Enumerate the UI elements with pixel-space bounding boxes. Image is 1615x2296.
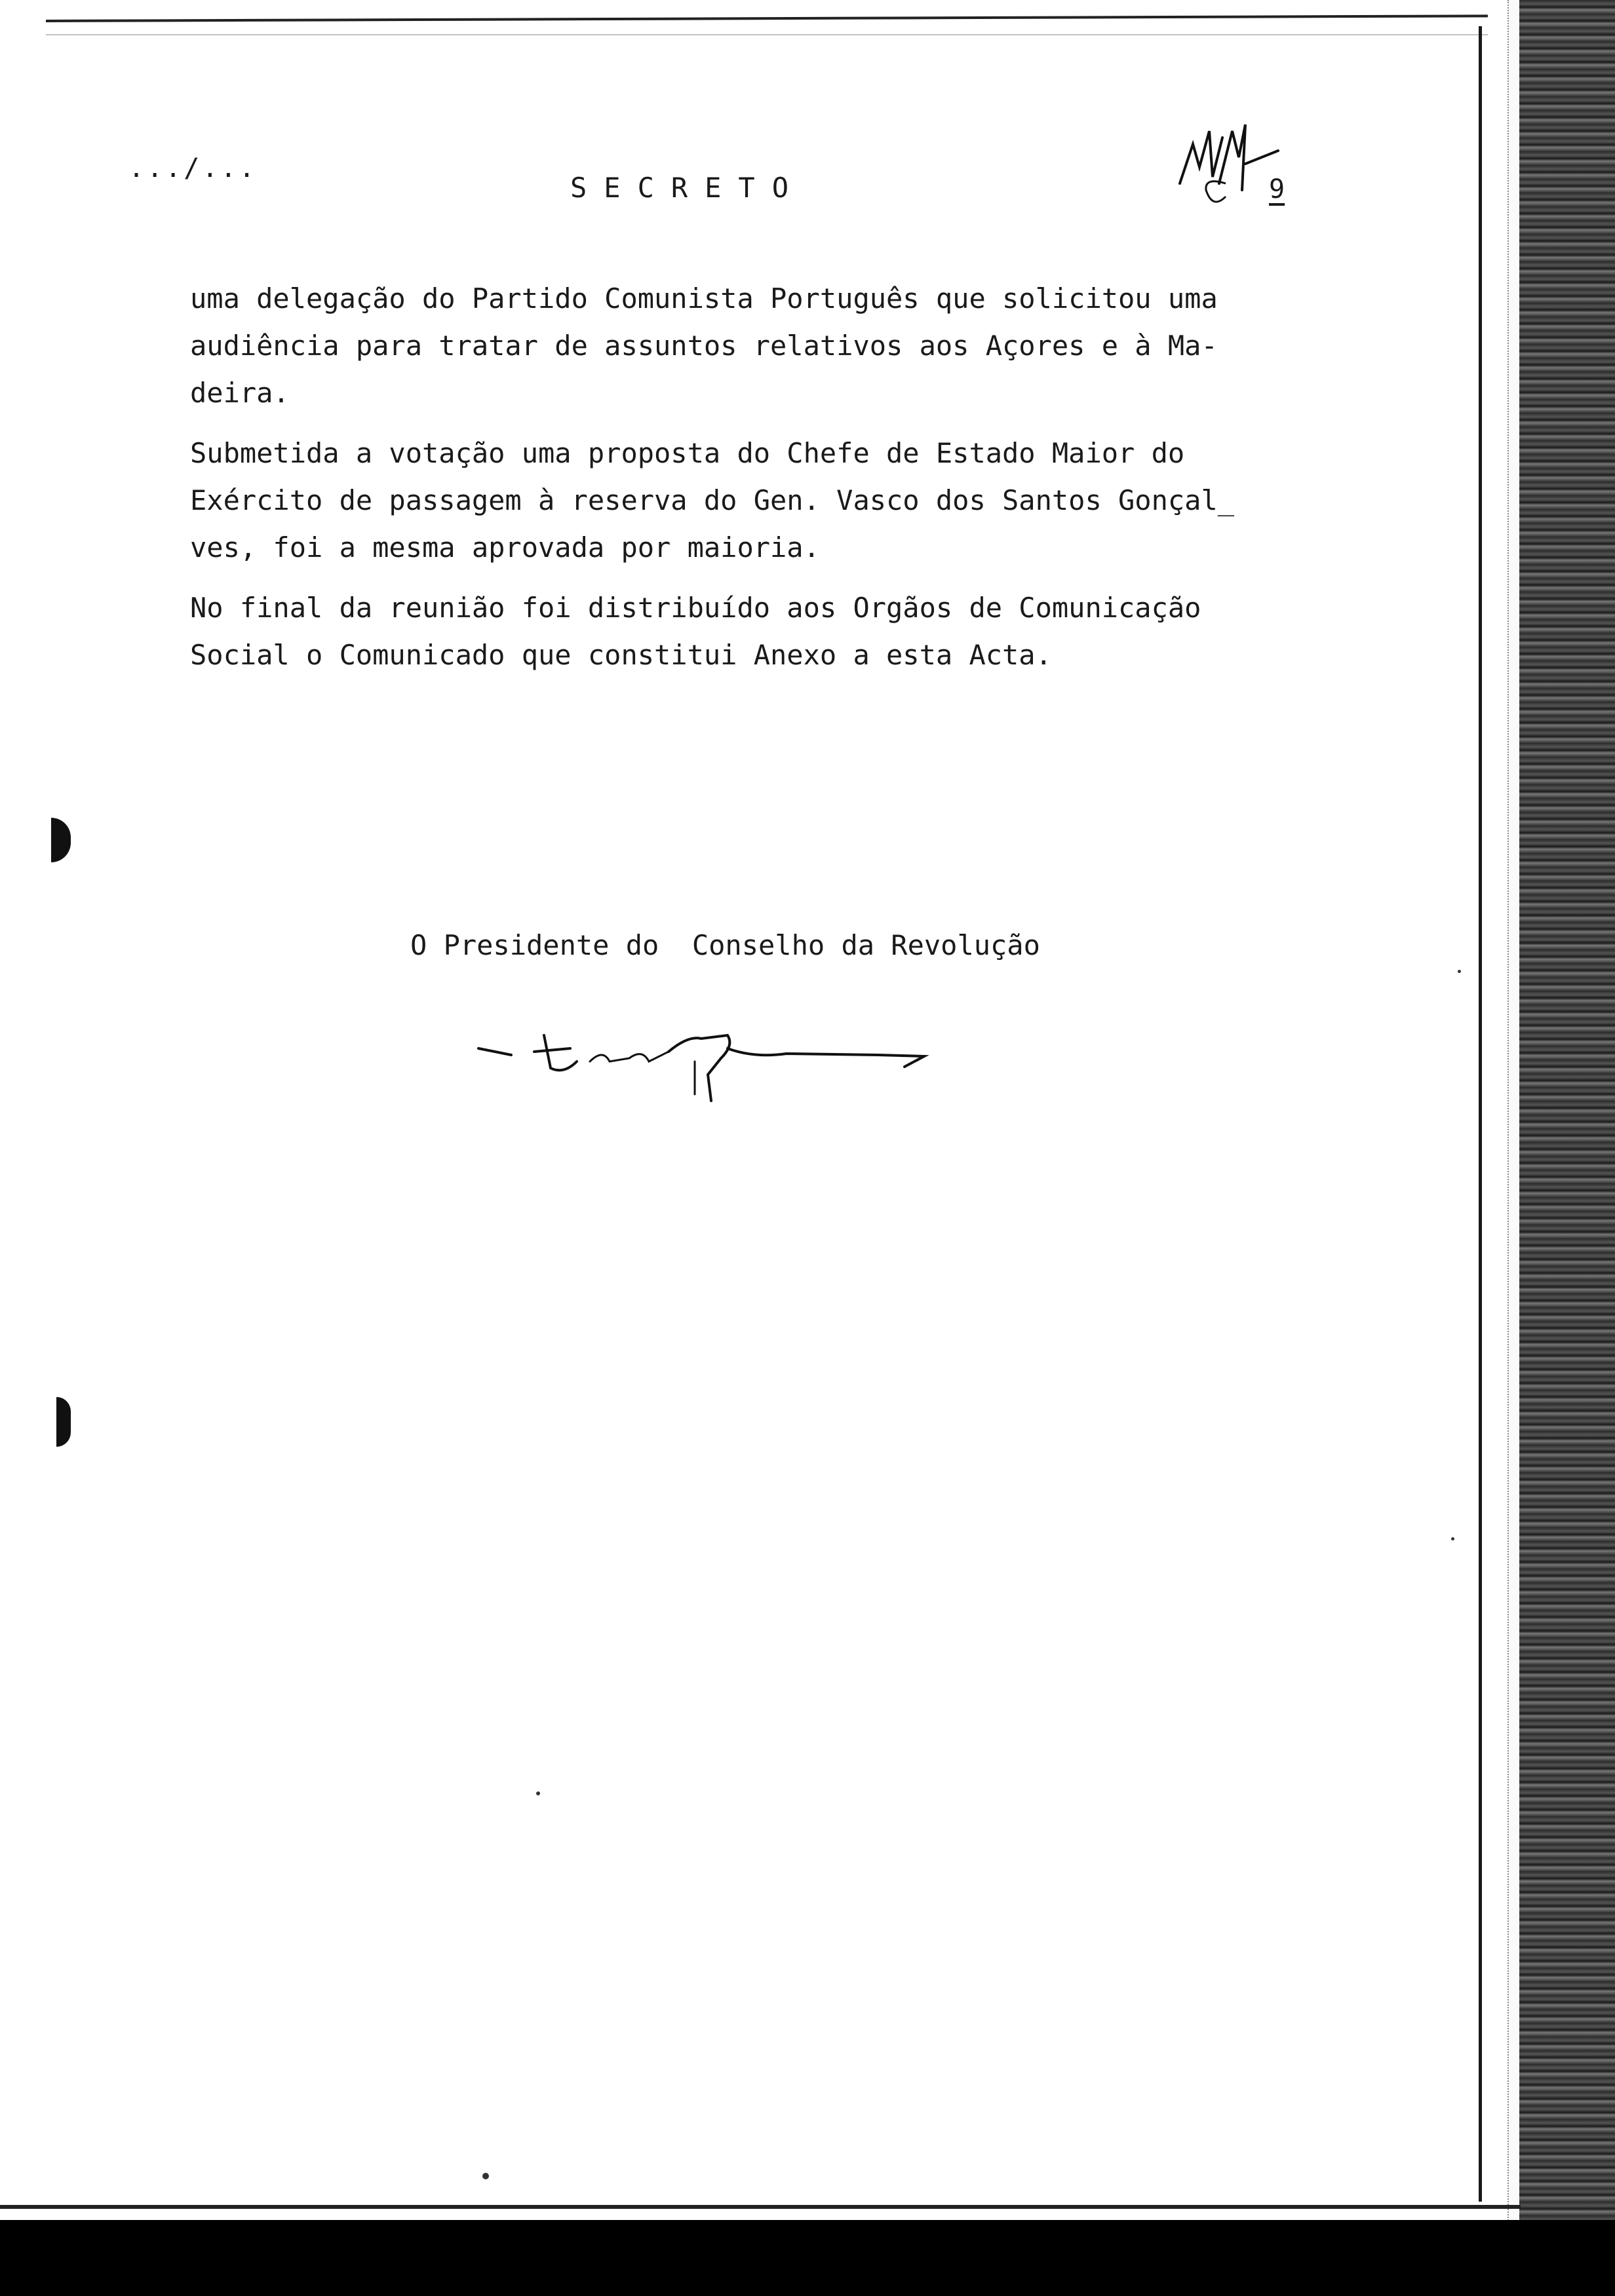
text-line: ves, foi a mesma aprovada por maioria. bbox=[190, 531, 820, 564]
body-text bbox=[190, 275, 1331, 692]
top-rule bbox=[46, 14, 1488, 22]
scan-bottom-band bbox=[0, 2220, 1615, 2296]
bottom-rule bbox=[0, 2205, 1521, 2209]
scan-speck bbox=[536, 1791, 540, 1795]
signatory-title: O Presidente do Conselho da Revolução bbox=[410, 929, 1040, 961]
handwritten-signature bbox=[472, 1022, 1022, 1127]
text-line: audiência para tratar de assuntos relativos aos Açores e à Ma- bbox=[190, 330, 1218, 362]
top-rule-faint bbox=[46, 34, 1488, 35]
scan-dark-edge bbox=[1519, 0, 1615, 2296]
continuation-mark: .../... bbox=[128, 153, 258, 183]
paragraph-vote bbox=[190, 430, 1331, 571]
paragraph-delegation bbox=[190, 275, 1331, 417]
scan-speck bbox=[482, 2173, 489, 2179]
text-line: deira. bbox=[190, 377, 290, 409]
punch-hole-mark-top bbox=[51, 818, 71, 862]
scan-speck bbox=[1458, 970, 1461, 973]
text-line: Social o Comunicado que constitui Anexo a esta Acta. bbox=[190, 639, 1052, 671]
page-number: 9 bbox=[1269, 174, 1285, 204]
text-line: No final da reunião foi distribuído aos Orgãos de Comunicação bbox=[190, 592, 1201, 624]
text-line: Exército de passagem à reserva do Gen. Vasco dos Santos Gonçal_ bbox=[190, 484, 1235, 516]
classification-heading: SECRETO bbox=[570, 172, 806, 204]
text-line: uma delegação do Partido Comunista Português que solicitou uma bbox=[190, 282, 1218, 315]
paragraph-communique bbox=[190, 584, 1331, 679]
text-line: Submetida a votação uma proposta do Chefe de Estado Maior do bbox=[190, 437, 1185, 469]
scan-speck bbox=[1451, 1537, 1454, 1540]
punch-hole-mark-bottom bbox=[56, 1397, 71, 1447]
right-margin-rule bbox=[1479, 26, 1482, 2202]
